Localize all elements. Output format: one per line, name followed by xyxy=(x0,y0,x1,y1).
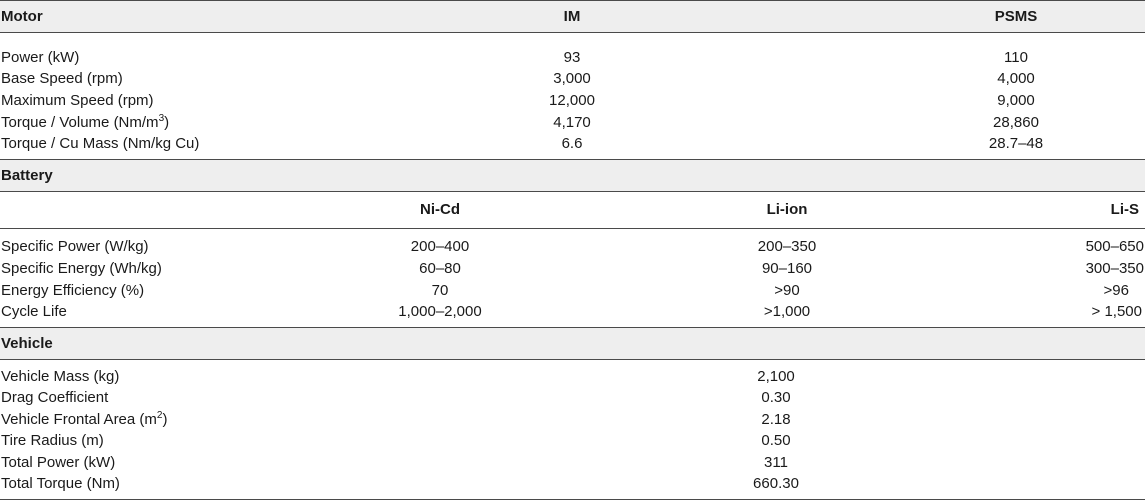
vehicle-header-row xyxy=(0,333,1145,354)
table-row xyxy=(0,387,1145,408)
row-label: Energy Efficiency (%) xyxy=(1,282,145,299)
row-label: Total Power (kW) xyxy=(1,454,116,471)
row-label: Maximum Speed (rpm) xyxy=(1,92,154,109)
row-label xyxy=(1,112,169,133)
row-value-nicd: 1,000–2,000 xyxy=(398,303,482,320)
row-value-psms: 28,860 xyxy=(993,114,1039,131)
motor-header-row xyxy=(0,6,1145,27)
table-row xyxy=(0,47,1145,68)
row-value: 2.18 xyxy=(761,411,791,428)
row-value-liion: >90 xyxy=(774,282,800,299)
battery-header-row xyxy=(0,165,1145,186)
row-value-psms: 110 xyxy=(1004,49,1028,66)
row-value: 311 xyxy=(764,454,788,471)
vehicle-section-label: Vehicle xyxy=(1,335,53,352)
row-value-im: 12,000 xyxy=(549,92,595,109)
row-label: Drag Coefficient xyxy=(1,389,109,406)
row-label-text: Vehicle Frontal Area (m xyxy=(1,411,157,428)
battery-col-nicd: Ni-Cd xyxy=(420,201,460,218)
table-row xyxy=(0,452,1145,473)
table-row xyxy=(0,366,1145,387)
row-label: Power (kW) xyxy=(1,49,80,66)
row-label: Cycle Life xyxy=(1,303,67,320)
motor-section-label: Motor xyxy=(1,8,43,25)
row-label: Specific Energy (Wh/kg) xyxy=(1,260,162,277)
table-bottom-rule xyxy=(0,499,1145,500)
table-row xyxy=(0,430,1145,451)
row-value-nicd: 200–400 xyxy=(410,238,470,255)
row-label-superscript: 2 xyxy=(156,410,163,421)
table-row xyxy=(0,280,1145,301)
row-value-liion: >1,000 xyxy=(763,303,811,320)
row-label: Base Speed (rpm) xyxy=(1,70,123,87)
table-row xyxy=(0,133,1145,154)
row-label: Vehicle Mass (kg) xyxy=(1,368,120,385)
row-label-text: Torque / Volume (Nm/m xyxy=(1,114,159,131)
battery-section-label: Battery xyxy=(1,167,53,184)
row-value-psms: 9,000 xyxy=(997,92,1035,109)
table-row xyxy=(0,473,1145,494)
table-row xyxy=(0,236,1145,257)
row-value-nicd: 70 xyxy=(431,282,449,299)
table-row xyxy=(0,68,1145,89)
table-row xyxy=(0,409,1145,430)
row-label xyxy=(1,409,167,430)
row-value-psms: 28.7–48 xyxy=(988,135,1044,152)
row-value-nicd: 60–80 xyxy=(419,260,461,277)
battery-subheader-row xyxy=(0,199,1145,220)
row-value: 0.30 xyxy=(761,389,791,406)
row-value: 0.50 xyxy=(761,432,791,449)
table-row xyxy=(0,112,1145,133)
row-label: Specific Power (W/kg) xyxy=(1,238,149,255)
row-value-liion: 200–350 xyxy=(757,238,817,255)
row-label: Total Torque (Nm) xyxy=(1,475,120,492)
row-value-lis: 500–650 xyxy=(1085,238,1144,255)
row-value: 660.30 xyxy=(753,475,799,492)
row-value-lis: > 1,500 xyxy=(1091,303,1142,320)
row-value-im: 6.6 xyxy=(561,135,583,152)
row-value-liion: 90–160 xyxy=(761,260,813,277)
row-value-im: 4,170 xyxy=(553,114,591,131)
row-value-psms: 4,000 xyxy=(997,70,1035,87)
row-value-lis: >96 xyxy=(1103,282,1129,299)
row-value-lis: 300–350 xyxy=(1085,260,1144,277)
row-label: Tire Radius (m) xyxy=(1,432,104,449)
table-row xyxy=(0,301,1145,322)
table-row xyxy=(0,258,1145,279)
row-value: 2,100 xyxy=(757,368,795,385)
row-label-suffix: ) xyxy=(164,114,170,131)
row-label-superscript: 3 xyxy=(158,113,165,124)
row-label-suffix: ) xyxy=(162,411,168,428)
row-value-im: 93 xyxy=(563,49,581,66)
battery-col-liion: Li-ion xyxy=(766,201,808,218)
battery-col-lis: Li-S xyxy=(1110,201,1139,218)
table-row xyxy=(0,90,1145,111)
motor-col-im: IM xyxy=(563,8,581,25)
motor-col-psms: PSMS xyxy=(994,8,1038,25)
row-label: Torque / Cu Mass (Nm/kg Cu) xyxy=(1,135,200,152)
row-value-im: 3,000 xyxy=(553,70,591,87)
